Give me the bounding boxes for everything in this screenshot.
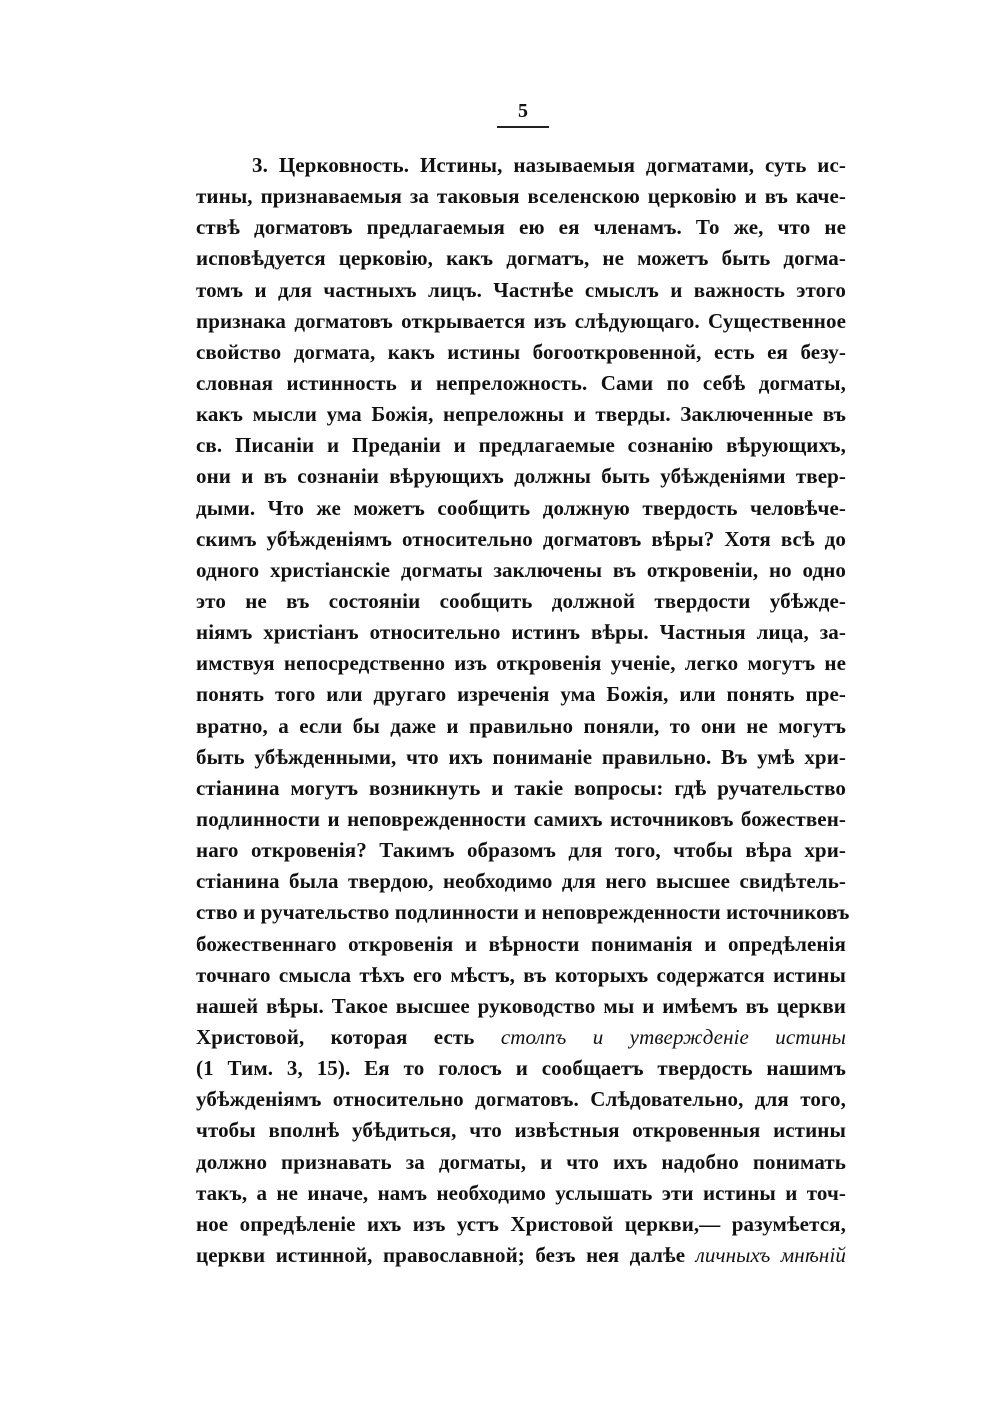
text-line [196,991,846,1022]
text-line [196,1178,846,1209]
text-line [196,679,846,710]
text-segment: скимъ убѣжденіямъ относительно догматовъ вѣры? Хотя всѣ до [196,526,846,551]
text-line [196,461,846,492]
text-segment: такъ, а не иначе, намъ необходимо услышать эти истины и точ- [196,1180,846,1205]
text-segment: точнаго смысла тѣхъ его мѣстъ, въ которыхъ содержатся истины [196,962,846,987]
text-line [196,1084,846,1115]
page-number: 5 [518,100,528,122]
text-segment: должно признавать за догматы, и что ихъ надобно понимать [196,1149,846,1174]
text-line [196,399,846,430]
text-line [196,1115,846,1146]
text-segment: какъ мысли ума Божія, непреложны и тверды. Заключенные въ [196,402,846,427]
text-line [196,337,846,368]
text-segment: стіанина могутъ возникнуть и такіе вопросы: гдѣ ручательство [196,775,846,800]
text-segment: ство и ручательство подлинности и неповрежденности источниковъ [196,900,850,925]
text-segment: подлинности и неповрежденности самихъ источниковъ божествен- [196,806,846,831]
text-segment: церкви истинной, православной; безъ нея далѣе [196,1242,696,1267]
text-line [196,960,846,991]
text-segment: тины, признаваемыя за таковыя вселенскою церковію и въ каче- [196,184,846,209]
text-line [196,648,846,679]
text-line [196,1147,846,1178]
text-line [196,181,846,212]
text-line [196,929,846,960]
text-segment: понять того или другаго изреченія ума Божія, или понять пре- [196,682,846,707]
text-segment: дыми. Что же можетъ сообщить должную твердость человѣче- [196,495,846,520]
text-line [196,742,846,773]
text-segment: словная истинность и непреложность. Сами по себѣ догматы, [196,370,846,395]
text-segment: вратно, а если бы даже и правильно поняли, то они не могутъ [196,713,846,738]
text-segment: ное опредѣленіе ихъ изъ устъ Христовой церкви,— разумѣется, [196,1211,846,1236]
text-segment: свойство догмата, какъ истины богооткровенной, есть ея безу- [196,339,846,364]
text-segment: Истины, называемыя догматами, суть ис- [409,153,846,177]
text-line [196,804,846,835]
text-line [196,212,846,243]
text-segment: быть убѣжденными, что ихъ пониманіе правильно. Въ умѣ хри- [196,744,846,769]
text-segment: (1 Тим. 3, 15). Ея то голосъ и сообщаетъ твердость нашимъ [196,1056,846,1081]
text-line [196,150,846,181]
text-line [196,617,846,648]
text-line [196,275,846,306]
text-line [196,897,850,928]
section-heading: 3. Церковность. [252,153,410,177]
text-segment: чтобы вполнѣ убѣдиться, что извѣстныя откровенныя истины [196,1118,846,1143]
text-line [196,430,846,461]
text-segment: исповѣдуется церковію, какъ догматъ, не можетъ быть догма- [196,246,846,271]
text-line [196,711,846,742]
text-line [196,1022,846,1053]
text-segment: божественнаго откровенія и вѣрности пониманія и опредѣленія [196,931,846,956]
text-line [196,1209,846,1240]
text-line [196,1053,846,1084]
page-number-rule [497,126,549,128]
text-segment: они и въ сознаніи вѣрующихъ должны быть убѣжденіями твер- [196,464,846,489]
text-segment: св. Писаніи и Преданіи и предлагаемые сознанію вѣрующихъ, [196,433,846,458]
text-line [196,306,846,337]
text-line [196,866,846,897]
text-segment: убѣжденіямъ относительно догматовъ. Слѣдовательно, для того, [196,1087,846,1112]
text-segment: это не въ состояніи сообщить должной твердости убѣжде- [196,588,846,613]
text-line [196,555,846,586]
text-line [196,773,846,804]
text-line [196,835,846,866]
text-line [196,368,846,399]
text-segment: наго откровенія? Такимъ образомъ для того, чтобы вѣра хри- [196,838,846,863]
body-text [196,150,850,1271]
text-line [196,524,846,555]
text-segment: одного христіанскіе догматы заключены въ откровеніи, но одно [196,557,846,582]
text-segment: ствѣ догматовъ предлагаемыя ею ея членамъ. То же, что не [196,215,846,240]
text-segment: ніямъ христіанъ относительно истинъ вѣры. Частныя лица, за- [196,620,846,645]
text-segment: признака догматовъ открывается изъ слѣдующаго. Существенное [196,308,846,333]
text-segment: Христовой, которая есть [196,1024,501,1049]
text-segment: томъ и для частныхъ лицъ. Частнѣе смыслъ и важность этого [196,277,846,302]
text-line [196,1240,846,1271]
italic-phrase: столпъ и утвержденіе истины [500,1024,846,1049]
text-segment: имствуя непосредственно изъ откровенія ученіе, легко могутъ не [196,651,846,676]
italic-phrase: личныхъ мнѣній [695,1242,846,1267]
text-segment: стіанина была твердою, необходимо для него высшее свидѣтель- [196,869,846,894]
text-segment: нашей вѣры. Такое высшее руководство мы и имѣемъ въ церкви [196,993,846,1018]
text-line [196,243,846,274]
text-line [196,493,846,524]
text-line [196,586,846,617]
